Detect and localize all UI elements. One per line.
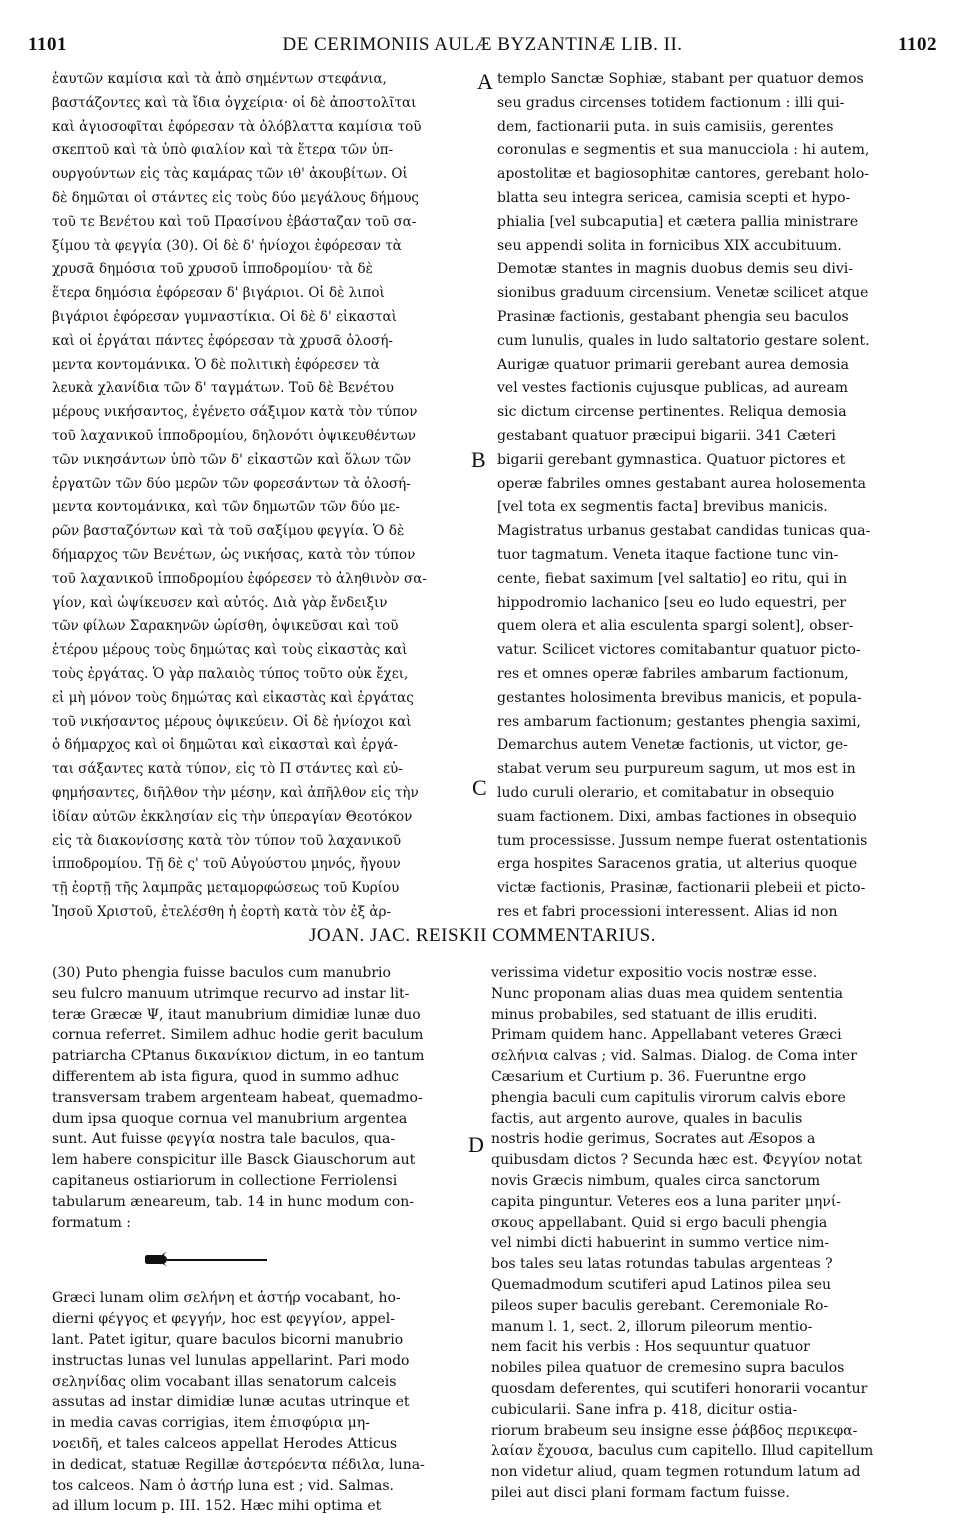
commentary-line: in dedicat, statuæ Regillæ ἀστερόεντα πέδιλα, luna- [52, 1456, 425, 1473]
greek-text-line: Ἰησοῦ Χριστοῦ, ἐτελέσθη ἡ ἑορτὴ κατὰ τὸν ἐξ ἀρ- [52, 903, 392, 920]
greek-text-line: λευκὰ χλανίδια τῶν δ' ταγμάτων. Τοῦ δὲ Βενέτου [52, 380, 394, 397]
commentary-line: σεληνίδας olim vocabant illas senatorum calceis [52, 1373, 397, 1390]
commentary-line: Græci lunam olim σελήνη et ἀστήρ vocabant, ho- [52, 1290, 401, 1307]
commentary-line: phengia baculi cum capitulis virorum calvis ebore [491, 1089, 846, 1106]
commentary-line: λαίαν ἔχουσα, baculus cum capitello. Illud capitellum [491, 1443, 874, 1460]
commentary-line: νοειδῆ, et tales calceos appellat Herodes Atticus [52, 1435, 398, 1452]
greek-text-line: ἑαυτῶν καμίσια καὶ τὰ ἀπὸ σημέντων στεφάνια, [52, 71, 387, 87]
commentary-left-part-b [52, 1288, 467, 1517]
commentary-line: pilei aut disci plani formam factum fuisse. [491, 1484, 790, 1501]
commentary-line: σκους appellabant. Quid si ergo baculi phengia [491, 1214, 828, 1231]
commentary-line: differentem ab ista figura, quod in summo adhuc [52, 1068, 399, 1085]
commentary-line: Nunc proponam alias duas mea quidem sententia [491, 985, 844, 1002]
latin-text-line: Prasinæ factionis, gestabant phengia seu baculos [497, 308, 849, 325]
latin-text-line: gestantes holosimenta brevibus manicis, et popula- [497, 689, 862, 706]
commentary-line: seu fulcro manuum utrimque recurvo ad instar lit- [52, 985, 410, 1002]
margin-letter-d: D [468, 1132, 484, 1157]
latin-text-line: dem, factionarii puta. in suis camisiis, gerentes [497, 118, 834, 135]
greek-text-line: χρυσᾶ δημόσια τοῦ χρυσοῦ ἱπποδρομίου· τὰ δὲ [52, 261, 373, 278]
running-title: DE CERIMONIIS AULÆ BYZANTINÆ LIB. II. [282, 34, 683, 55]
commentary-line: riorum brabeum seu insigne esse ῥάβδος περικεφα- [491, 1422, 858, 1439]
latin-text-line: bigarii gerebant gymnastica. Quatuor pictores et [497, 451, 846, 468]
greek-text-line: ουργούντων εἰς τὰς καμάρας τῶν ιθ' ἀκουβίτων. Οἱ [52, 166, 408, 183]
commentary-line: (30) Puto phengia fuisse baculos cum manubrio [52, 965, 391, 981]
greek-text-line: ἰδίαν αὐτῶν ἐκκλησίαν εἰς τὴν ὑπεραγίαν Θεοτόκον [52, 808, 413, 825]
greek-text-line: ἕτερα δημόσια ἐφόρεσαν δ' βιγάριοι. Οἱ δὲ λιποὶ [52, 285, 385, 302]
latin-text-line: cente, fiebat saximum [vel saltatio] eo ritu, qui in [497, 570, 848, 587]
commentary-line: instructas lunas vel lunulas appellarint. Pari modo [52, 1352, 410, 1369]
commentary-line: dierni φέγγος et φεγγήν, hoc est φεγγίον, appel- [52, 1311, 395, 1328]
greek-text-line: καὶ ἁγιοσοφῖται ἐφόρεσαν τὰ ὀλόβλαττα καμίσια τοῦ [52, 118, 422, 135]
latin-text-line: apostolitæ et bagiosophitæ cantores, gerebant holo- [497, 166, 870, 183]
commentary-line: lem habere conspicitur ille Basck Giauschorum aut [52, 1152, 416, 1169]
commentary-line: in media cavas corrigias, item ἐπισφύρια μη- [52, 1415, 370, 1432]
latin-text-line: seu appendi solita in fornicibus XIX accubituum. [497, 237, 842, 254]
greek-text-line: ται σάξαντες κατὰ τύπον, εἰς τὸ Π στάντες καὶ εὐ- [52, 761, 403, 778]
greek-text-line: φημήσαντες, διῆλθον τὴν μέσην, καὶ ἀπῆλθον εἰς τὴν [52, 784, 419, 801]
greek-text-line: δὲ δημῶται οἱ στάντες εἰς τοὺς δύο μεγάλους δήμους [52, 189, 419, 206]
latin-text-line: vel vestes factionis cujusque publicas, ad auream [497, 380, 849, 397]
commentary-right-column [491, 963, 931, 1504]
page-number-right: 1102 [898, 34, 937, 55]
latin-text-line: [vel tota ex segmentis facta] brevibus manicis. [497, 499, 828, 516]
greek-text-line: μεντα κοντομάνικα, καὶ τῶν δημωτῶν τῶν δύο με- [52, 499, 400, 516]
greek-text-line: τοὺς ἐργάτας. Ὁ γὰρ παλαιὸς τύπος τοῦτο οὐκ ἔχει, [52, 665, 409, 682]
commentary-line: vel nimbi dicti habuerint in summo vertice nim- [491, 1235, 830, 1252]
greek-text-line: ἐργατῶν τῶν δύο μερῶν τῶν φορεσάντων τὰ ὁλοσή- [52, 475, 411, 492]
latin-text-line: ludo curuli olerario, et comitabatur in obsequio [497, 784, 835, 801]
latin-text-line: res et fabri processioni interessent. Alias id non [497, 903, 838, 920]
latin-text-line: Demotæ stantes in magnis duobus demis seu divi- [497, 261, 853, 278]
latin-text-line: vatur. Scilicet victores comitabantur quatuor picto- [497, 642, 861, 659]
greek-text-line: βαστάζοντες καὶ τὰ ἴδια ὀγχείρια· οἱ δὲ ἀποστολῖται [52, 94, 417, 111]
latin-text-line: stabat verum seu purpureum sagum, ut mos est in [497, 761, 856, 778]
greek-text-line: δήμαρχος τῶν Βενέτων, ὡς νικήσας, κατὰ τὸν τύπον [52, 546, 416, 563]
greek-text-line: μεντα κοντομάνικα. Ὁ δὲ πολιτικὴ ἐφόρεσεν τὰ [52, 356, 380, 373]
commentary-line: teræ Græcæ Ψ, itaut manubrium dimidiæ lunæ duo [52, 1006, 421, 1023]
commentary-line: assutas ad instar dimidiæ lunæ acutas utrinque et [52, 1394, 410, 1411]
latin-text-line: sic dictum circense pertinentes. Reliqua demosia [497, 404, 847, 421]
commentary-line: capitaneus ostiariorum in collectione Ferriolensi [52, 1172, 398, 1189]
page-number-left: 1101 [28, 34, 67, 55]
commentary-line: nobiles pilea quatuor de cremesino supra baculos [491, 1360, 845, 1377]
commentary-line: sunt. Aut fuisse φεγγία nostra tale baculos, qua- [52, 1131, 396, 1148]
latin-text-line: suam factionem. Dixi, ambas factiones in obsequio [497, 808, 857, 825]
greek-text-line: ρῶν βασταζόντων καὶ τὰ τοῦ σαξίμου φεγγία. Ὁ δὲ [52, 523, 405, 540]
greek-text-line: τῇ ἑορτῇ τῆς λαμπρᾶς μεταμορφώσεως τοῦ Κυρίου [52, 880, 400, 897]
latin-translation-column [497, 68, 932, 925]
commentary-line: verissima videtur expositio vocis nostræ esse. [491, 965, 818, 981]
commentary-title: JOAN. JAC. REISKII COMMENTARIUS. [309, 925, 656, 946]
commentary-left-part-a [52, 963, 467, 1233]
commentary-line: cubicularii. Sane infra p. 418, dicitur ostia- [491, 1401, 798, 1418]
greek-text-line: τοῦ λαχανικοῦ ἱπποδρομίου, δηλονότι ὀψικευθέντων [52, 427, 416, 444]
greek-text-line: ἑτέρου μέρους τοὺς δημώτας καὶ τοὺς εἰκαστὰς καὶ [52, 642, 408, 659]
commentary-line: patriarcha CPtanus δικανίκιον dictum, in eo tantum [52, 1048, 425, 1065]
commentary-line: Cæsarium et Curtium p. 36. Fueruntne ergo [491, 1068, 807, 1085]
staff-figure [52, 1233, 467, 1288]
latin-text-line: Demarchus autem Venetæ factionis, ut victor, ge- [497, 737, 848, 754]
commentary-line: factis, aut argento aurove, quales in baculis [491, 1110, 803, 1127]
commentary-line: Primam quidem hanc. Appellabant veteres Græci [491, 1027, 842, 1044]
greek-text-line: εἰς τὰ διακονίσσης κατὰ τὸν τύπον τοῦ λαχανικοῦ [52, 832, 402, 849]
latin-text-line: seu gradus circenses totidem factionum : illi qui- [497, 94, 845, 111]
margin-letter-b: B [471, 447, 486, 472]
commentary-line: quibusdam dictos ? Secunda hæc est. Φεγγίον notat [491, 1152, 862, 1169]
greek-text-line: τοῦ νικήσαντος μέρους ὀψικεύειν. Οἱ δὲ ἡνίοχοι καὶ [52, 713, 412, 730]
latin-text-line: operæ fabriles omnes gestabant aurea holosementa [497, 475, 866, 492]
commentary-line: lant. Patet igitur, quare baculos bicorni manubrio [52, 1331, 404, 1348]
commentary-line: formatum : [52, 1214, 132, 1231]
commentary-line: tabularum æneareum, tab. 14 in hunc modum con- [52, 1193, 414, 1210]
commentary-line: dum ipsa quoque cornua vel manubrium argentea [52, 1110, 408, 1127]
greek-text-line: μέρους νικήσαντος, ἐγένετο σάξιμον κατὰ τὸν τύπον [52, 404, 418, 421]
commentary-line: pileos super baculis gerebant. Ceremoniale Ro- [491, 1297, 829, 1314]
greek-text-line: γίον, καὶ ὠψίκευσεν καὶ αὐτός. Διὰ γὰρ ἔνδειξιν [52, 594, 388, 611]
latin-text-line: victæ factionis, Prasinæ, factionarii plebeii et picto- [497, 880, 866, 897]
commentary-line: novis Græcis nimbum, quales circa sanctorum [491, 1172, 821, 1189]
commentary-line: bos tales seu latas rotundas tabulas argenteas ? [491, 1256, 833, 1273]
page-header [28, 34, 937, 58]
commentary-line: ad illum locum p. III. 152. Hæc mihi optima et [52, 1498, 382, 1515]
commentary-line: manum l. 1, sect. 2, illorum pileorum mentio- [491, 1318, 813, 1335]
greek-text-line: ξίμου τὰ φεγγία (30). Οἱ δὲ δ' ἡνίοχοι ἐφόρεσαν τὰ [52, 237, 402, 254]
greek-text-line: τοῦ τε Βενέτου καὶ τοῦ Πρασίνου ἐβάσταζαν τοῦ σα- [52, 213, 417, 230]
latin-text-line: cum lunulis, quales in ludo saltatorio gestare solent. [497, 332, 870, 349]
greek-text-line: ἱπποδρομίου. Τῇ δὲ ς' τοῦ Αὐγούστου μηνός, ἤγουν [52, 856, 401, 873]
margin-letter-c: C [472, 775, 487, 800]
latin-text-line: coronulas e segmentis et sua manucciola : hi autem, [497, 142, 870, 159]
latin-text-line: hippodromio lachanico [seu eo ludo equestri, per [497, 594, 847, 611]
greek-text-line: τῶν φίλων Σαρακηνῶν ὡρίσθη, ὀψικεῦσαι καὶ τοῦ [52, 618, 399, 635]
latin-text-line: tum processisse. Jussum nempe fuerat ostentationis [497, 832, 868, 849]
latin-text-line: templo Sanctæ Sophiæ, stabant per quatuor demos [497, 71, 864, 87]
commentary-line: capita pinguntur. Veteres eos a luna pariter μηνί- [491, 1193, 842, 1210]
latin-text-line: res ambarum factionum; gestantes phengia saximi, [497, 713, 861, 730]
margin-letter-a: A [477, 69, 493, 94]
commentary-left-column [52, 963, 467, 1517]
latin-text-line: gestabant quatuor præcipui bigarii. 341 Cæteri [497, 427, 836, 444]
commentary-line: σελήνια calvas ; vid. Salmas. Dialog. de Coma inter [491, 1048, 857, 1065]
latin-text-line: blatta seu integra sericea, camisia scepti et hypo- [497, 189, 851, 206]
greek-text-line: εἰ μὴ μόνον τοὺς δημώτας καὶ εἰκαστὰς καὶ ἐργάτας [52, 689, 414, 706]
latin-text-line: res et omnes operæ fabriles ambarum factionum, [497, 665, 849, 682]
commentary-line: non videtur aliud, quam tegmen rotundum latum ad [491, 1464, 861, 1481]
greek-text-line: ὁ δήμαρχος καὶ οἱ δημῶται καὶ εἰκασταὶ καὶ ἐργά- [52, 737, 399, 754]
latin-text-line: erga hospites Saracenos gratia, ut alterius quoque [497, 856, 858, 873]
greek-text-line: τοῦ λαχανικοῦ ἱπποδρομίου ἐφόρεσεν τὸ ἀληθινὸν σα- [52, 570, 427, 587]
commentary-line: tos calceos. Nam ὁ ἀστήρ luna est ; vid. Salmas. [52, 1477, 394, 1494]
greek-text-column [52, 68, 472, 925]
latin-text-line: Aurigæ quatuor primarii gerebant aurea demosia [497, 356, 849, 373]
commentary-line: Quemadmodum scutiferi apud Latinos pilea seu [491, 1276, 832, 1293]
commentary-line: minus probabiles, sed statuant de illis eruditi. [491, 1006, 818, 1023]
greek-text-line: καὶ οἱ ἐργάται πάντες ἐφόρεσαν τὰ χρυσᾶ ὁλοσή- [52, 332, 393, 349]
commentary-line: quosdam deferentes, qui scutiferi honorarii vocantur [491, 1380, 868, 1397]
latin-text-line: quem olera et alia esculenta spargi solent], obser- [497, 618, 854, 635]
greek-text-line: τῶν νικησάντων ὑπὸ τῶν δ' εἰκαστῶν καὶ ὅλων τῶν [52, 451, 412, 468]
commentary-line: cornua referret. Similem adhuc hodie gerit baculum [52, 1027, 424, 1044]
commentary-line: nem facit his verbis : Hos sequuntur quatuor [491, 1339, 810, 1356]
latin-text-line: Magistratus urbanus gestabat candidas tunicas qua- [497, 523, 871, 540]
commentary-line: nostris hodie gerimus, Socrates aut Æsopos a [491, 1131, 816, 1148]
latin-text-line: phialia [vel subcaputia] et cætera pallia ministrare [497, 213, 859, 230]
crescent-staff-icon [145, 1251, 275, 1271]
greek-text-line: σκεπτοῦ καὶ τὰ ὑπὸ φιαλίον καὶ τὰ ἕτερα τῶν ὑπ- [52, 142, 394, 159]
commentary-line: transversam trabem argenteam habeat, quemadmo- [52, 1089, 423, 1106]
latin-text-line: sionibus graduum circensium. Venetæ scilicet atque [497, 285, 869, 302]
latin-text-line: tuor tagmatum. Veneta itaque factione tunc vin- [497, 546, 839, 563]
greek-text-line: βιγάριοι ἐφόρεσαν γυμναστίκια. Οἱ δὲ δ' εἰκασταὶ [52, 308, 397, 325]
